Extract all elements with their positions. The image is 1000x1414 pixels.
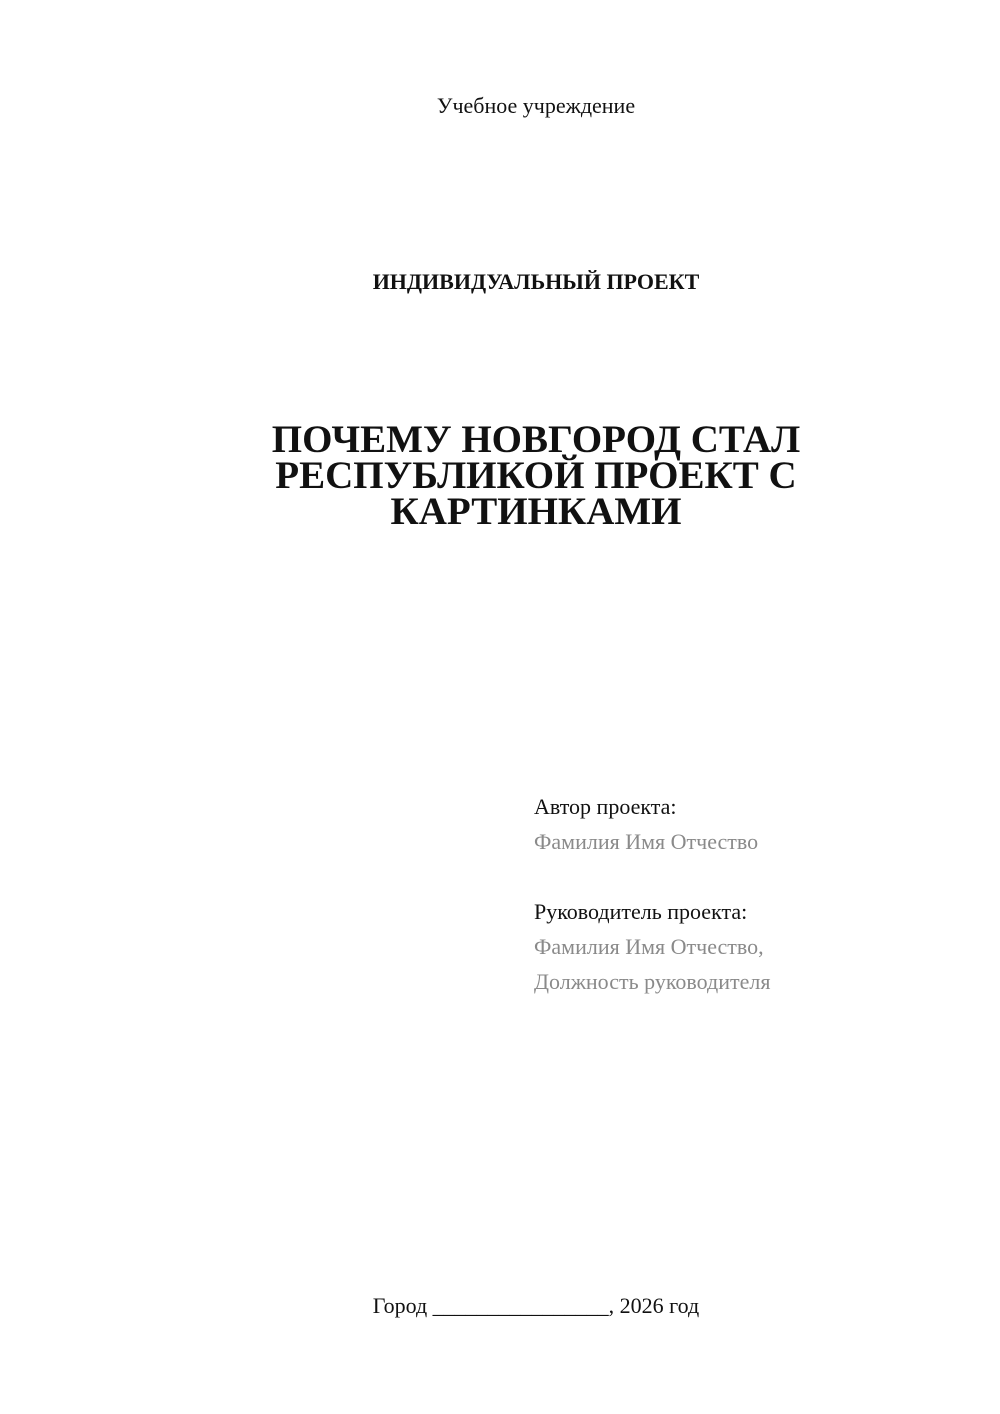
project-title-line: РЕСПУБЛИКОЙ ПРОЕКТ С bbox=[275, 454, 797, 497]
author-name: Фамилия Имя Отчество bbox=[534, 829, 759, 854]
institution-name: Учебное учреждение bbox=[436, 93, 636, 118]
supervisor-label: Руководитель проекта: bbox=[534, 899, 748, 924]
project-title-line: КАРТИНКАМИ bbox=[390, 490, 682, 533]
project-info-block bbox=[534, 789, 964, 999]
supervisor-position: Должность руководителя bbox=[534, 969, 771, 994]
city-year-line: Город ________________, 2026 год bbox=[372, 1293, 700, 1318]
project-title-line: ПОЧЕМУ НОВГОРОД СТАЛ bbox=[271, 418, 801, 461]
supervisor-name: Фамилия Имя Отчество, bbox=[534, 934, 764, 959]
project-title bbox=[236, 418, 836, 533]
author-label: Автор проекта: bbox=[534, 794, 677, 819]
spacer bbox=[534, 859, 964, 894]
document-type: ИНДИВИДУАЛЬНЫЙ ПРОЕКТ bbox=[372, 269, 700, 294]
